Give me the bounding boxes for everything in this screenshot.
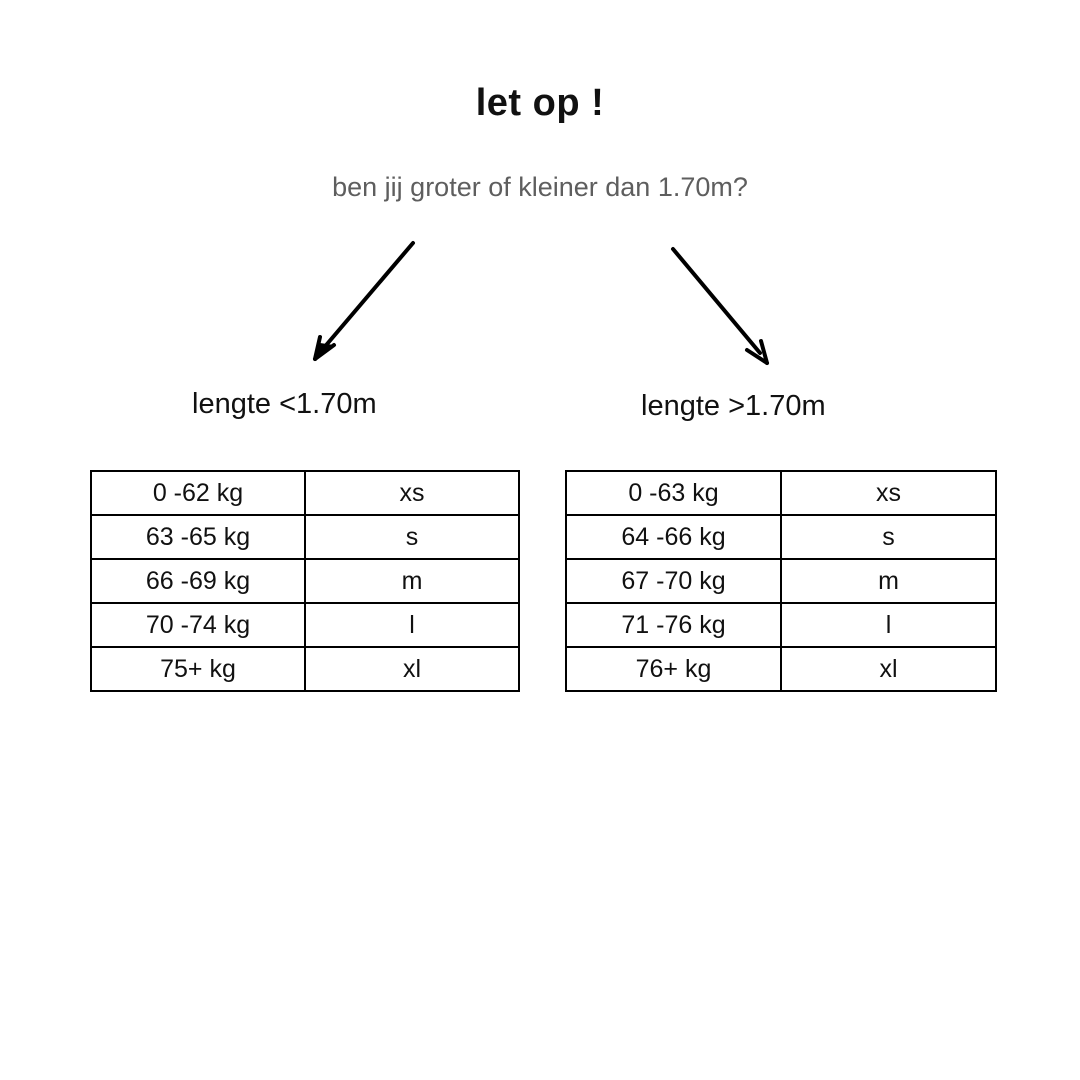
branch-label-short: lengte <1.70m	[192, 388, 377, 420]
table-row	[91, 647, 519, 691]
table-row	[91, 471, 519, 515]
weight-cell: 0 -63 kg	[566, 471, 781, 515]
size-cell: s	[305, 515, 519, 559]
size-cell: s	[781, 515, 996, 559]
weight-cell: 64 -66 kg	[566, 515, 781, 559]
table-row	[91, 603, 519, 647]
weight-cell: 63 -65 kg	[91, 515, 305, 559]
size-cell: m	[305, 559, 519, 603]
weight-cell: 75+ kg	[91, 647, 305, 691]
page-subtitle: ben jij groter of kleiner dan 1.70m?	[332, 172, 748, 202]
branch-label-tall: lengte >1.70m	[641, 390, 826, 422]
size-table-tall	[565, 470, 997, 692]
weight-cell: 70 -74 kg	[91, 603, 305, 647]
size-table-short	[90, 470, 520, 692]
table-row	[91, 515, 519, 559]
size-cell: xs	[305, 471, 519, 515]
weight-cell: 0 -62 kg	[91, 471, 305, 515]
page-title: let op !	[475, 82, 605, 124]
table-row	[566, 559, 996, 603]
arrow-down-right-icon	[673, 249, 767, 363]
weight-cell: 67 -70 kg	[566, 559, 781, 603]
size-cell: m	[781, 559, 996, 603]
size-cell: l	[781, 603, 996, 647]
table-row	[566, 647, 996, 691]
arrow-down-left-icon	[315, 243, 413, 360]
size-cell: xs	[781, 471, 996, 515]
table-row	[566, 603, 996, 647]
weight-cell: 66 -69 kg	[91, 559, 305, 603]
table-row	[566, 515, 996, 559]
size-cell: l	[305, 603, 519, 647]
size-cell: xl	[781, 647, 996, 691]
table-row	[566, 471, 996, 515]
table-row	[91, 559, 519, 603]
weight-cell: 76+ kg	[566, 647, 781, 691]
size-cell: xl	[305, 647, 519, 691]
weight-cell: 71 -76 kg	[566, 603, 781, 647]
